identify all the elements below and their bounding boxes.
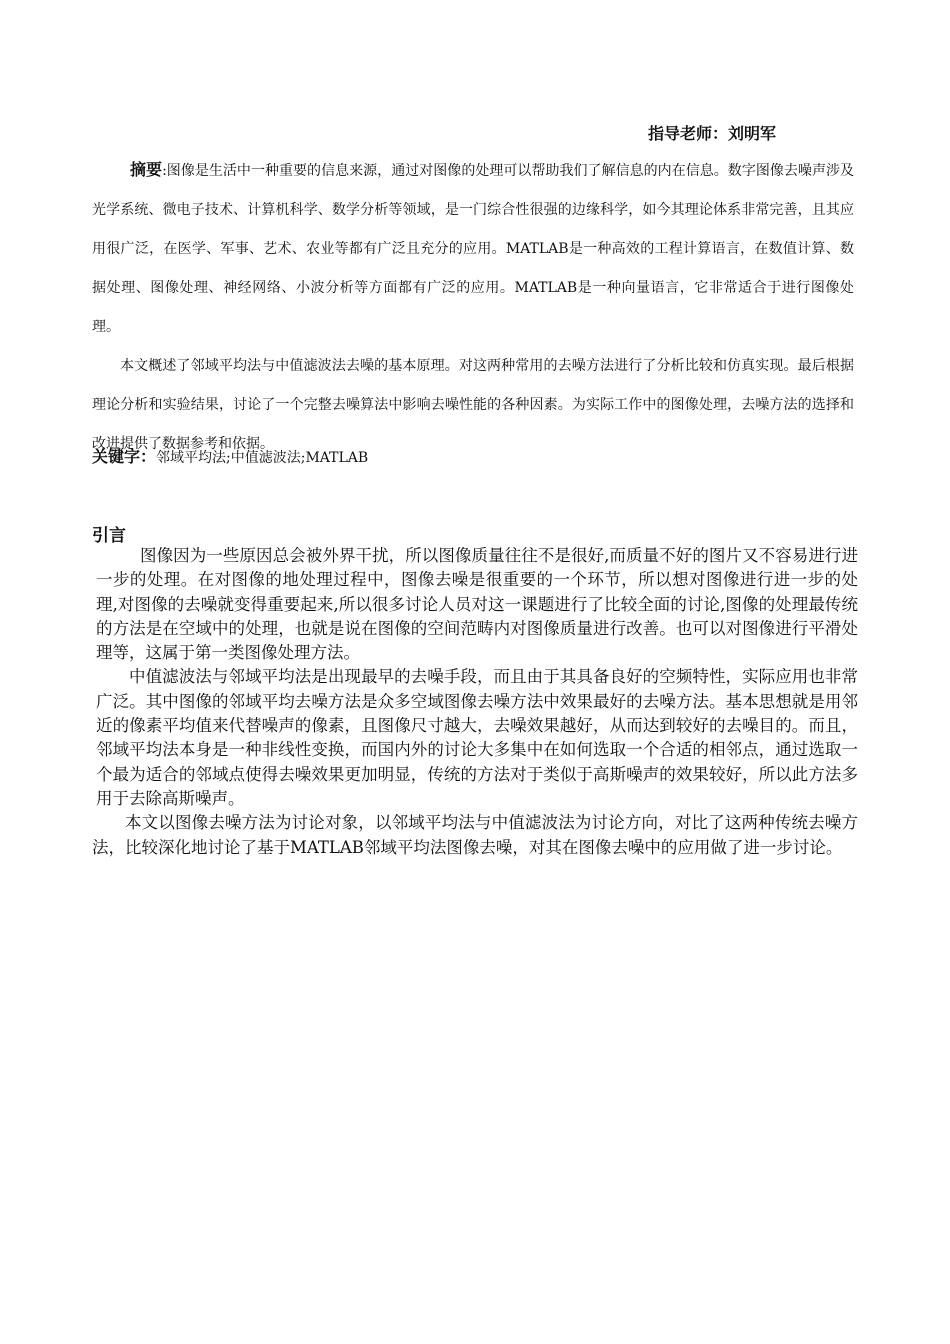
intro-section: [92, 544, 858, 860]
intro-paragraph-3: 本文以图像去噪方法为讨论对象，以邻域平均法与中值滤波法为讨论方向，对比了这两种传统去噪方法，比较深化地讨论了基于MATLAB邻域平均法图像去噪，对其在图像去噪中的应用做了进一步讨论。: [92, 813, 858, 857]
keywords-label: 关键字：: [92, 447, 157, 466]
abstract-text-1: :图像是生活中一种重要的信息来源，通过对图像的处理可以帮助我们了解信息的内在信息。数字图像去噪声涉及光学系统、微电子技术、计算机科学、数学分析等领域，是一门综合性很强的边缘科学，如今其理论体系非常完善，且其应用很广泛，在医学、军事、艺术、农业等都有广泛且充分的应用。MATLAB是一种高效的工程计算语言，在数值计算、数据处理、图像处理、神经网络、小波分析等方面都有广泛的应用。MATLAB是一种向量语言，它非常适合于进行图像处理。: [92, 163, 854, 335]
abstract-label: 摘要: [130, 160, 163, 179]
intro-paragraph-2: 中值滤波法与邻域平均法是出现最早的去噪手段，而且由于其具备良好的空频特性，实际应用也非常广泛。其中图像的邻域平均去噪方法是众多空域图像去噪方法中效果最好的去噪方法。基本思想就是用邻近的像素平均值来代替噪声的像素，且图像尺寸越大，去噪效果越好，从而达到较好的去噪目的。而且，邻域平均法本身是一种非线性变换，而国内外的讨论大多集中在如何选取一个合适的相邻点，通过选取一个最为适合的邻域点使得去噪效果更加明显，传统的方法对于类似于高斯噪声的效果较好，所以此方法多用于去除高斯噪声。: [96, 667, 858, 808]
keywords-line: [92, 444, 368, 467]
abstract-paragraph-2: 本文概述了邻域平均法与中值滤波法去噪的基本原理。对这两种常用的去噪方法进行了分析比较和仿真实现。最后根据理论分析和实验结果，讨论了一个完整去噪算法中影响去噪性能的各种因素。为实际工作中的图像处理，去噪方法的选择和改进提供了数据参考和依据。: [92, 358, 854, 452]
advisor-line: 指导老师：刘明军: [648, 124, 777, 143]
abstract-paragraph-1: [92, 150, 854, 347]
keywords-value: 邻域平均法;中值滤波法;MATLAB: [156, 450, 369, 466]
intro-paragraph-1: 图像因为一些原因总会被外界干扰，所以图像质量往往不是很好,而质量不好的图片又不容易进行进一步的处理。在对图像的地处理过程中，图像去噪是很重要的一个环节，所以想对图像进行进一步的处理,对图像的去噪就变得重要起来,所以很多讨论人员对这一课题进行了比较全面的讨论,图像的处理最传统的方法是在空域中的处理，也就是说在图像的空间范畴内对图像质量进行改善。也可以对图像进行平滑处理等，这属于第一类图像处理方法。: [96, 546, 858, 663]
intro-heading: 引言: [92, 526, 126, 546]
abstract-section: [92, 150, 854, 464]
